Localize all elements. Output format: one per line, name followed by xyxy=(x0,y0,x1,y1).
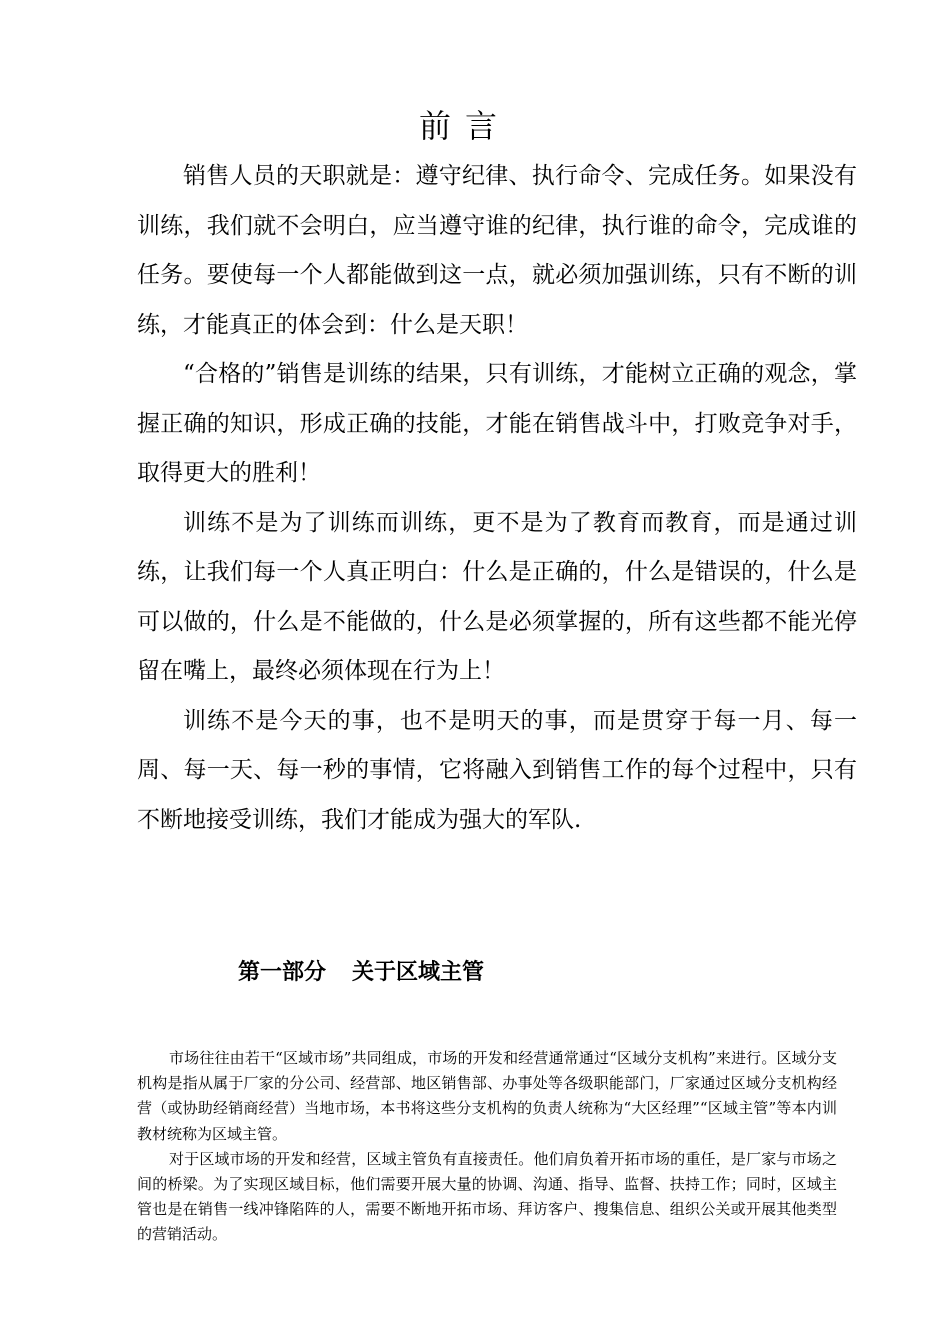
preface-paragraph-2: “合格的”销售是训练的结果，只有训练，才能树立正确的观念，掌握正确的知识，形成正确的技能，才能在销售战斗中，打败竞争对手，取得更大的胜利！ xyxy=(137,361,857,486)
part-one-paragraph-1: 市场往往由若干“区域市场”共同组成，市场的开发和经营通常通过“区域分支机构”来进行。区域分支机构是指从属于厂家的分公司、经营部、地区销售部、办事处等各级职能部门，厂家通过区域分支机构经营（或协助经销商经营）当地市场，本书将这些分支机构的负责人统称为“大区经理”“区域主管”等本内训教材统称为区域主管。 xyxy=(137,1049,837,1143)
part-one-label: 第一部分 xyxy=(238,960,327,985)
preface-body xyxy=(137,152,857,845)
part-one-body xyxy=(137,1046,837,1248)
preface-paragraph-1: 销售人员的天职就是：遵守纪律、执行命令、完成任务。如果没有训练，我们就不会明白，应当遵守谁的纪律，执行谁的命令，完成谁的任务。要使每一个人都能做到这一点，就必须加强训练，只有不断的训练，才能真正的体会到：什么是天职！ xyxy=(137,163,857,338)
preface-title: 前言 xyxy=(418,107,511,145)
preface-paragraph-4: 训练不是今天的事，也不是明天的事，而是贯穿于每一月、每一周、每一天、每一秒的事情，它将融入到销售工作的每个过程中，只有不断地接受训练，我们才能成为强大的军队. xyxy=(137,707,857,833)
preface-paragraph-3: 训练不是为了训练而训练，更不是为了教育而教育，而是通过训练，让我们每一个人真正明白：什么是正确的，什么是错误的，什么是可以做的，什么是不能做的，什么是必须掌握的，所有这些都不能光停留在嘴上，最终必须体现在行为上！ xyxy=(137,509,857,684)
part-one-heading xyxy=(238,953,484,993)
part-one-title: 关于区域主管 xyxy=(352,960,485,985)
part-one-paragraph-2: 对于区域市场的开发和经营，区域主管负有直接责任。他们肩负着开拓市场的重任，是厂家与市场之间的桥梁。为了实现区域目标，他们需要开展大量的协调、沟通、指导、监督、扶持工作；同时，区域主管也是在销售一线冲锋陷阵的人，需要不断地开拓市场、拜访客户、搜集信息、组织公关或开展其他类型的营销活动。 xyxy=(137,1149,837,1244)
